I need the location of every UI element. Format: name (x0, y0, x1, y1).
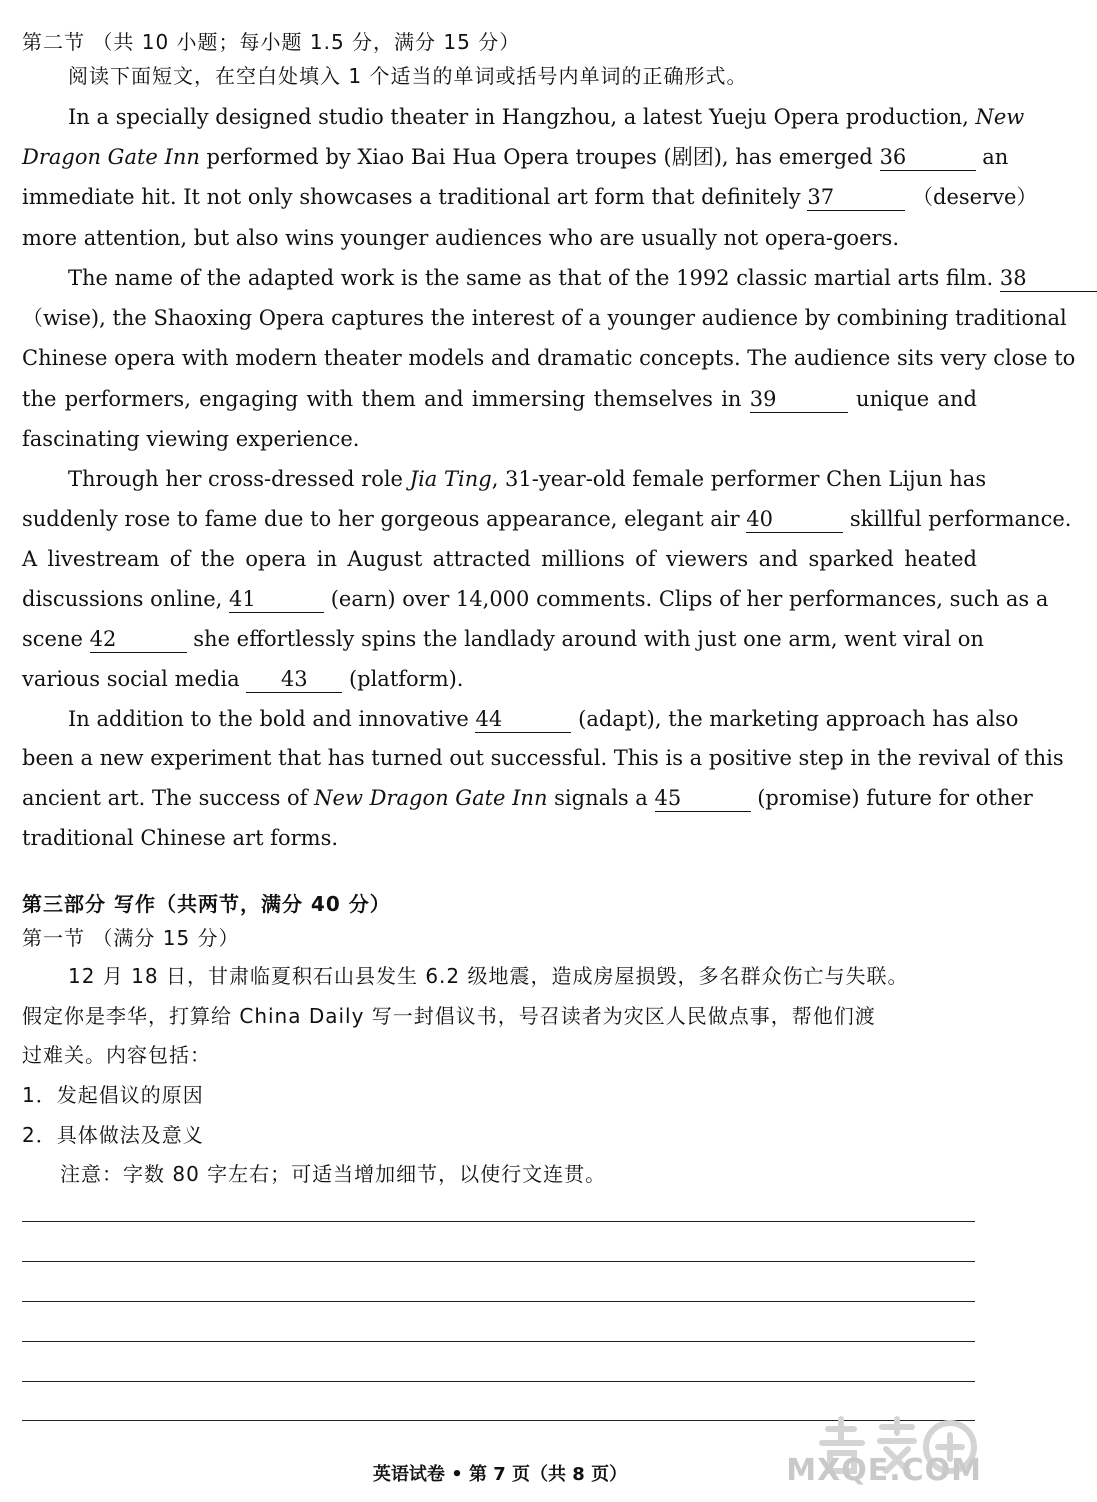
section-instruction: 阅读下面短文，在空白处填入 1 个适当的单词或括号内单词的正确形式。 (68, 64, 748, 88)
passage-line: been a new experiment that has turned out successful. This is a positive step in the revival of this (22, 746, 1064, 770)
prompt-text: 过难关。内容包括： (22, 1043, 211, 1067)
passage-line: Through her cross-dressed role Jia Ting, 31-year-old female performer Chen Lijun has (68, 467, 987, 491)
writing-line[interactable] (22, 1261, 975, 1262)
blank-45[interactable]: 45 (655, 787, 751, 812)
blank-36[interactable]: 36 (880, 146, 976, 171)
passage-line: traditional Chinese art forms. (22, 826, 339, 850)
passage-line: A livestream of the opera in August attracted millions of viewers and sparked heated (22, 547, 977, 571)
blank-41[interactable]: 41 (229, 588, 324, 613)
passage-line: more attention, but also wins younger audiences who are usually not opera-goers. (22, 226, 899, 250)
blank-43[interactable]: 43 (246, 668, 342, 693)
section-heading: 第二节 （共 10 小题；每小题 1.5 分，满分 15 分） (22, 30, 521, 54)
section-heading: 第一节 （满分 15 分） (22, 926, 240, 950)
part-heading: 第三部分 写作（共两节，满分 40 分） (22, 892, 391, 916)
passage-line: suddenly rose to fame due to her gorgeous appearance, elegant air 40 skillful performance. (22, 507, 1072, 531)
passage-line: various social media 43 (platform). (22, 667, 464, 691)
blank-44[interactable]: 44 (475, 708, 571, 733)
passage-line: immediate hit. It not only showcases a traditional art form that definitely 37 （deserve） (22, 185, 1038, 209)
prompt-note: 注意：字数 80 字左右；可适当增加细节，以使行文连贯。 (60, 1162, 607, 1186)
passage-line: In addition to the bold and innovative 44 (adapt), the marketing approach has also (68, 707, 1019, 731)
writing-line[interactable] (22, 1301, 975, 1302)
blank-38[interactable]: 38 (1000, 267, 1097, 292)
blank-37[interactable]: 37 (807, 186, 905, 211)
passage-line: In a specially designed studio theater in Hangzhou, a latest Yueju Opera production, New (68, 105, 1025, 129)
passage-line: fascinating viewing experience. (22, 427, 360, 451)
prompt-text: 12 月 18 日，甘肃临夏积石山县发生 6.2 级地震，造成房屋损毁，多名群众伤亡与失联。 (68, 964, 909, 988)
prompt-item: 2．具体做法及意义 (22, 1123, 204, 1147)
passage-line: the performers, engaging with them and immersing themselves in 39 unique and (22, 387, 977, 411)
writing-line[interactable] (22, 1221, 975, 1222)
blank-42[interactable]: 42 (90, 628, 187, 653)
prompt-item: 1．发起倡议的原因 (22, 1083, 204, 1107)
passage-line: The name of the adapted work is the same as that of the 1992 classic martial arts film. 38 (68, 264, 977, 292)
passage-line: discussions online, 41 (earn) over 14,000 comments. Clips of her performances, such as a (22, 587, 1049, 611)
passage-line: Chinese opera with modern theater models and dramatic concepts. The audience sits very close to (22, 346, 1076, 370)
blank-39[interactable]: 39 (750, 388, 848, 413)
passage-line: scene 42 she effortlessly spins the landlady around with just one arm, went viral on (22, 627, 984, 651)
writing-line[interactable] (22, 1381, 975, 1382)
passage-line: ancient art. The success of New Dragon Gate Inn signals a 45 (promise) future for other (22, 786, 1033, 810)
passage-line: Dragon Gate Inn performed by Xiao Bai Hua Opera troupes (剧团), has emerged 36 an (22, 145, 1009, 169)
page-footer: 英语试卷 • 第 7 页（共 8 页） (372, 1464, 628, 1485)
writing-line[interactable] (22, 1341, 975, 1342)
prompt-text: 假定你是李华，打算给 China Daily 写一封倡议书，号召读者为灾区人民做点事，帮他们渡 (22, 1004, 876, 1028)
watermark-text: MXQE.COM (786, 1453, 982, 1488)
passage-line: （wise), the Shaoxing Opera captures the interest of a younger audience by combining traditional (22, 306, 1067, 330)
blank-40[interactable]: 40 (746, 508, 843, 533)
